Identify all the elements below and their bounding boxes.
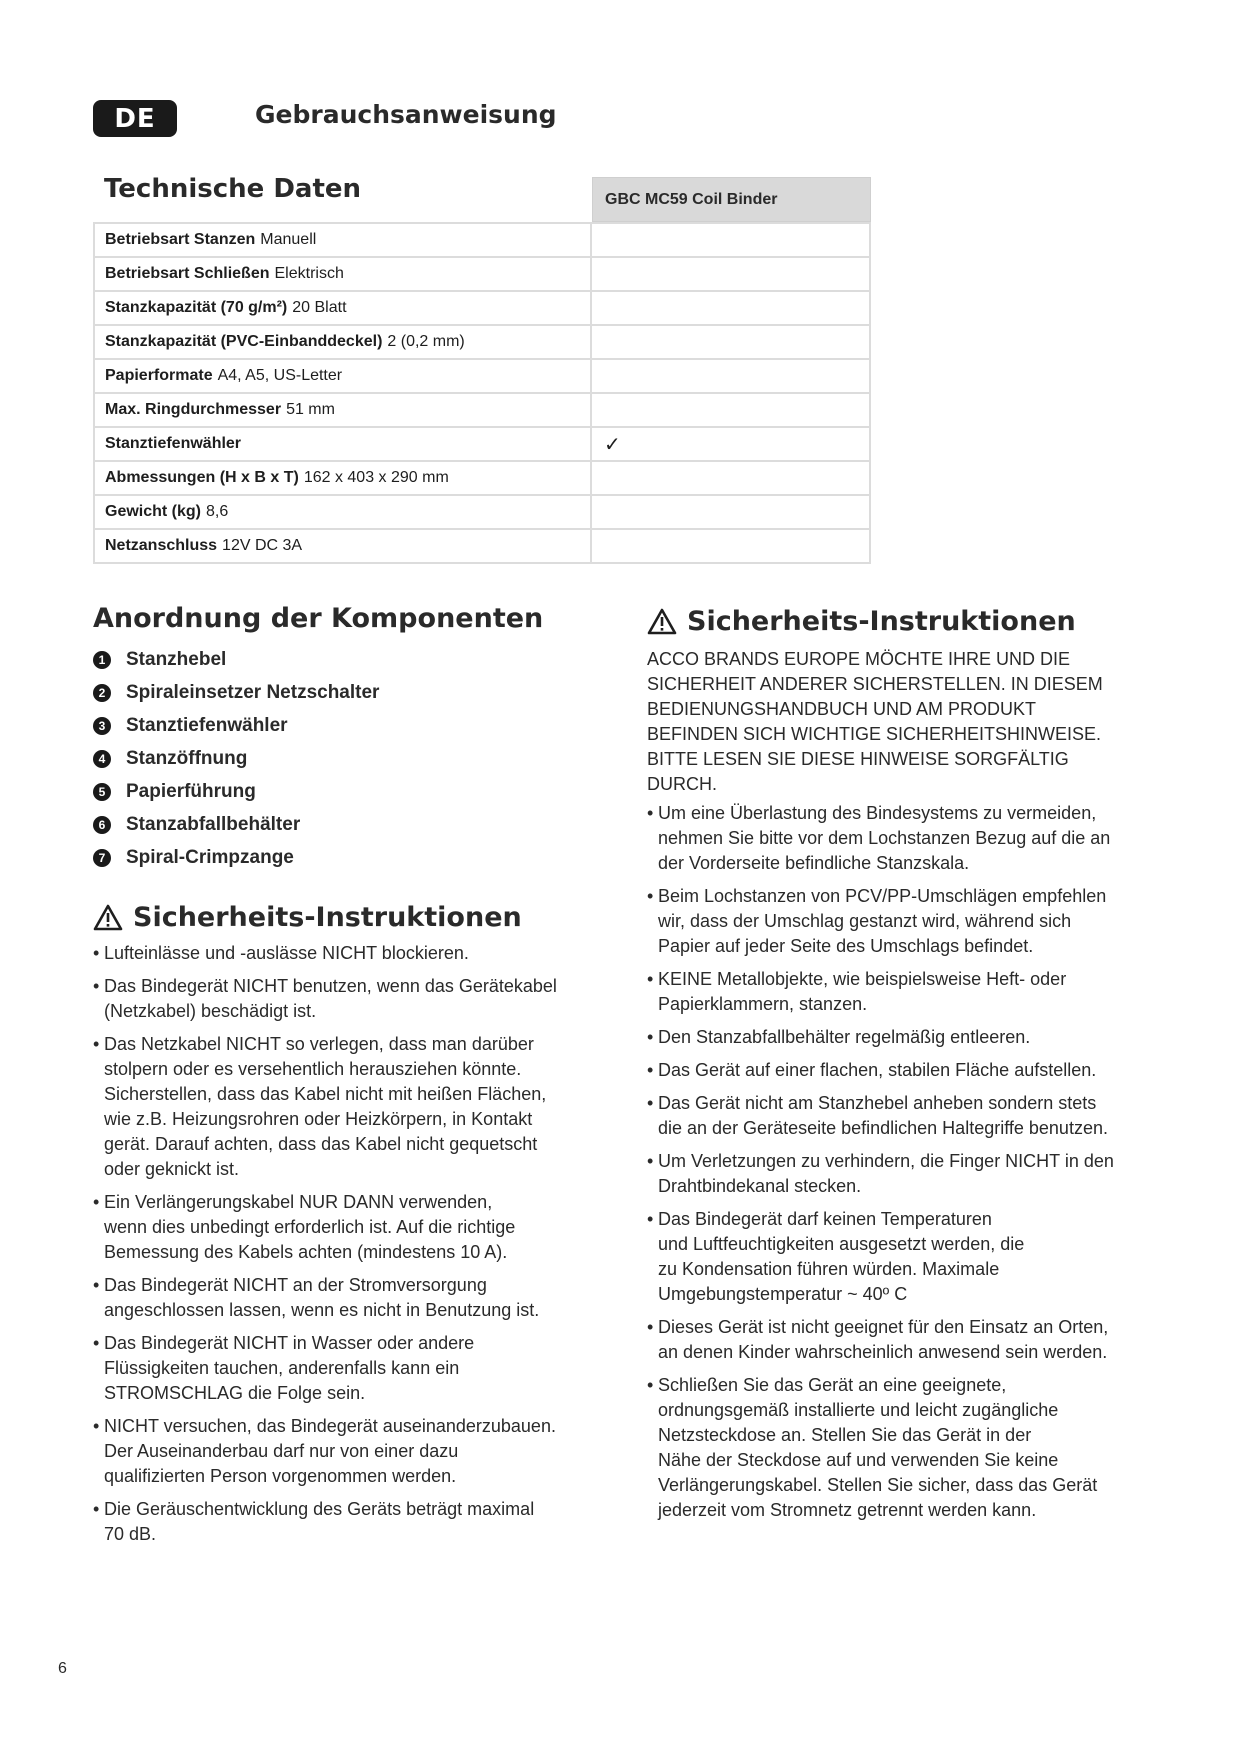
component-label: Papierführung [126,780,256,802]
bullet-line: wenn dies unbedingt erforderlich ist. Auf die richtige [104,1217,516,1237]
spec-cell-model [592,394,871,426]
bullet-line: Verlängerungskabel. Stellen Sie sicher, dass das Gerät [658,1475,1098,1495]
page-title: Gebrauchsanweisung [255,100,557,129]
safety-bullet [93,1414,613,1489]
bullet-line: • NICHT versuchen, das Bindegerät auseinanderzubauen. [104,1416,556,1436]
intro-line: BEFINDEN SICH WICHTIGE SICHERHEITSHINWEISE. [647,724,1102,744]
component-item [93,676,613,709]
bullet-line: Umgebungstemperatur ~ 40º C [658,1284,908,1304]
spec-cell-label [93,360,592,392]
spec-value: 20 Blatt [292,299,347,316]
spec-label: Abmessungen (H x B x T) [105,469,299,486]
spec-cell-model [592,224,871,256]
safety-bullet [93,1273,613,1323]
bullet-line: Nähe der Steckdose auf und verwenden Sie keine [658,1450,1059,1470]
safety-list-left [93,941,613,1547]
intro-line: BEDIENUNGSHANDBUCH UND AM PRODUKT [647,699,1037,719]
safety-heading-right [647,606,1157,637]
spec-cell-label [93,496,592,528]
safety-bullet [647,1058,1157,1083]
bullet-line: Papierklammern, stanzen. [658,994,868,1014]
component-label: Spiraleinsetzer Netzschalter [126,681,380,703]
bullet-line: • Das Netzkabel NICHT so verlegen, dass man darüber [104,1034,534,1054]
component-item [93,709,613,742]
component-item [93,841,613,874]
spec-value: 2 (0,2 mm) [387,333,465,350]
number-badge: 4 [93,750,111,768]
spec-value: Manuell [260,231,317,248]
components-heading: Anordnung der Komponenten [93,603,544,634]
bullet-line: Netzsteckdose an. Stellen Sie das Gerät in der [658,1425,1032,1445]
safety-bullet [647,1207,1157,1307]
spec-cell-label [93,258,592,290]
spec-cell-model [592,496,871,528]
bullet-line: 70 dB. [104,1524,157,1544]
safety-bullet [93,1190,613,1265]
bullet-line: • Ein Verlängerungskabel NUR DANN verwenden, [104,1192,493,1212]
spec-row [93,224,871,258]
safety-list-right [647,801,1157,1523]
safety-bullet [647,1025,1157,1050]
bullet-line: die an der Geräteseite befindlichen Haltegriffe benutzen. [658,1118,1108,1138]
spec-row [93,496,871,530]
bullet-line: ordnungsgemäß installierte und leicht zugängliche [658,1400,1059,1420]
bullet-line: qualifizierten Person vorgenommen werden. [104,1466,457,1486]
spec-cell-label [93,292,592,324]
components-list [93,643,613,874]
bullet-line: Sicherstellen, dass das Kabel nicht mit heißen Flächen, [104,1084,547,1104]
bullet-line: • Um eine Überlastung des Bindesystems zu vermeiden, [658,803,1097,823]
component-item [93,775,613,808]
safety-bullet [647,1315,1157,1365]
bullet-line: • Den Stanzabfallbehälter regelmäßig entleeren. [658,1027,1031,1047]
bullet-line: zu Kondensation führen würden. Maximale [658,1259,1000,1279]
bullet-line: • Dieses Gerät ist nicht geeignet für den Einsatz an Orten, [658,1317,1109,1337]
safety-bullet [93,974,613,1024]
spec-label: Netzanschluss [105,537,218,554]
bullet-line: angeschlossen lassen, wenn es nicht in Benutzung ist. [104,1300,540,1320]
bullet-line: gerät. Darauf achten, dass das Kabel nicht gequetscht [104,1134,538,1154]
spec-label: Betriebsart Stanzen [105,231,256,248]
spec-label: Betriebsart Schließen [105,265,270,282]
safety-bullet [647,801,1157,876]
bullet-line: Der Auseinanderbau darf nur von einer dazu [104,1441,459,1461]
number-badge: 5 [93,783,111,801]
component-item [93,808,613,841]
safety-bullet [647,1091,1157,1141]
bullet-line: nehmen Sie bitte vor dem Lochstanzen Bezug auf die an [658,828,1111,848]
spec-row [93,292,871,326]
spec-cell-model [592,292,871,324]
bullet-line: • Das Bindegerät NICHT an der Stromversorgung [104,1275,487,1295]
spec-row [93,360,871,394]
bullet-line: • Schließen Sie das Gerät an eine geeignete, [658,1375,1007,1395]
bullet-line: • Beim Lochstanzen von PCV/PP-Umschlägen empfehlen [658,886,1107,906]
bullet-line: jederzeit vom Stromnetz getrennt werden kann. [658,1500,1037,1520]
bullet-line: • Das Bindegerät darf keinen Temperaturen [658,1209,992,1229]
spec-cell-label [93,530,592,562]
safety-bullet [93,1032,613,1182]
bullet-line: • Lufteinlässe und -auslässe NICHT blockieren. [104,943,469,963]
bullet-line: Bemessung des Kabels achten (mindestens 10 A). [104,1242,508,1262]
intro-line: SICHERHEIT ANDERER SICHERSTELLEN. IN DIESEM [647,674,1103,694]
spec-value: A4, A5, US-Letter [217,367,343,384]
safety-heading-right-text: Sicherheits-Instruktionen [687,606,1076,637]
bullet-line: (Netzkabel) beschädigt ist. [104,1001,317,1021]
bullet-line: stolpern oder es versehentlich herausziehen könnte. [104,1059,522,1079]
spec-label: Papierformate [105,367,213,384]
safety-bullet [647,967,1157,1017]
bullet-line: der Vorderseite befindliche Stanzskala. [658,853,970,873]
spec-label: Stanzkapazität (PVC-Einbanddeckel) [105,333,383,350]
model-header-cell: GBC MC59 Coil Binder [592,177,871,222]
safety-bullet [647,1373,1157,1523]
spec-cell-label [93,326,592,358]
spec-cell-model: ✓ [592,428,871,460]
intro-line: BITTE LESEN SIE DIESE HINWEISE SORGFÄLTIG [647,749,1069,769]
number-badge: 1 [93,651,111,669]
bullet-line: • KEINE Metallobjekte, wie beispielsweise Heft- oder [658,969,1067,989]
safety-heading-left-text: Sicherheits-Instruktionen [133,902,522,933]
right-column [647,606,1157,1531]
spec-cell-model [592,326,871,358]
safety-intro [647,647,1157,797]
bullet-line: STROMSCHLAG die Folge sein. [104,1383,366,1403]
spec-value: 8,6 [206,503,229,520]
spec-cell-label [93,224,592,256]
safety-bullet [647,1149,1157,1199]
component-label: Stanzhebel [126,648,227,670]
bullet-line: an denen Kinder wahrscheinlich anwesend sein werden. [658,1342,1108,1362]
spec-row [93,258,871,292]
spec-row [93,394,871,428]
spec-label: Stanzkapazität (70 g/m²) [105,299,288,316]
spec-cell-model [592,360,871,392]
spec-heading: Technische Daten [104,174,362,204]
spec-cell-model [592,462,871,494]
bullet-line: • Das Bindegerät NICHT in Wasser oder andere [104,1333,475,1353]
component-label: Stanztiefenwähler [126,714,288,736]
bullet-line: und Luftfeuchtigkeiten ausgesetzt werden, die [658,1234,1025,1254]
component-label: Spiral-Crimpzange [126,846,294,868]
warning-icon [647,608,677,635]
warning-icon [93,904,123,931]
number-badge: 2 [93,684,111,702]
intro-line: DURCH. [647,774,717,794]
bullet-line: • Die Geräuschentwicklung des Geräts beträgt maximal [104,1499,535,1519]
bullet-line: oder geknickt ist. [104,1159,240,1179]
spec-cell-model [592,530,871,562]
safety-heading-left [93,902,613,933]
bullet-line: • Das Gerät nicht am Stanzhebel anheben sondern stets [658,1093,1097,1113]
page-number: 6 [58,1660,67,1677]
spec-label: Max. Ringdurchmesser [105,401,282,418]
component-item [93,742,613,775]
number-badge: 3 [93,717,111,735]
spec-value: 51 mm [286,401,335,418]
number-badge: 6 [93,816,111,834]
intro-line: ACCO BRANDS EUROPE MÖCHTE IHRE UND DIE [647,649,1071,669]
spec-row [93,530,871,564]
spec-table [93,222,871,564]
spec-cell-label [93,394,592,426]
spec-row [93,326,871,360]
spec-label: Gewicht (kg) [105,503,202,520]
spec-cell-label [93,462,592,494]
component-item [93,643,613,676]
component-label: Stanzabfallbehälter [126,813,301,835]
bullet-line: • Um Verletzungen zu verhindern, die Finger NICHT in den [658,1151,1114,1171]
safety-bullet [93,1331,613,1406]
bullet-line: wir, dass der Umschlag gestanzt wird, während sich [658,911,1072,931]
safety-bullet [93,1497,613,1547]
bullet-line: • Das Bindegerät NICHT benutzen, wenn das Gerätekabel [104,976,557,996]
spec-row [93,428,871,462]
left-column [93,603,613,1555]
spec-row [93,462,871,496]
bullet-line: wie z.B. Heizungsrohren oder Heizkörpern, in Kontakt [104,1109,533,1129]
component-label: Stanzöffnung [126,747,248,769]
spec-label: Stanztiefenwähler [105,435,242,452]
spec-value: Elektrisch [274,265,344,282]
spec-value: 12V DC 3A [222,537,303,554]
language-badge: DE [93,100,177,137]
safety-bullet [93,941,613,966]
spec-cell-label [93,428,592,460]
spec-value: 162 x 403 x 290 mm [303,469,449,486]
bullet-line: Papier auf jeder Seite des Umschlags befindet. [658,936,1034,956]
safety-bullet [647,884,1157,959]
spec-cell-model [592,258,871,290]
number-badge: 7 [93,849,111,867]
bullet-line: Drahtbindekanal stecken. [658,1176,862,1196]
bullet-line: Flüssigkeiten tauchen, anderenfalls kann ein [104,1358,460,1378]
bullet-line: • Das Gerät auf einer flachen, stabilen Fläche aufstellen. [658,1060,1097,1080]
